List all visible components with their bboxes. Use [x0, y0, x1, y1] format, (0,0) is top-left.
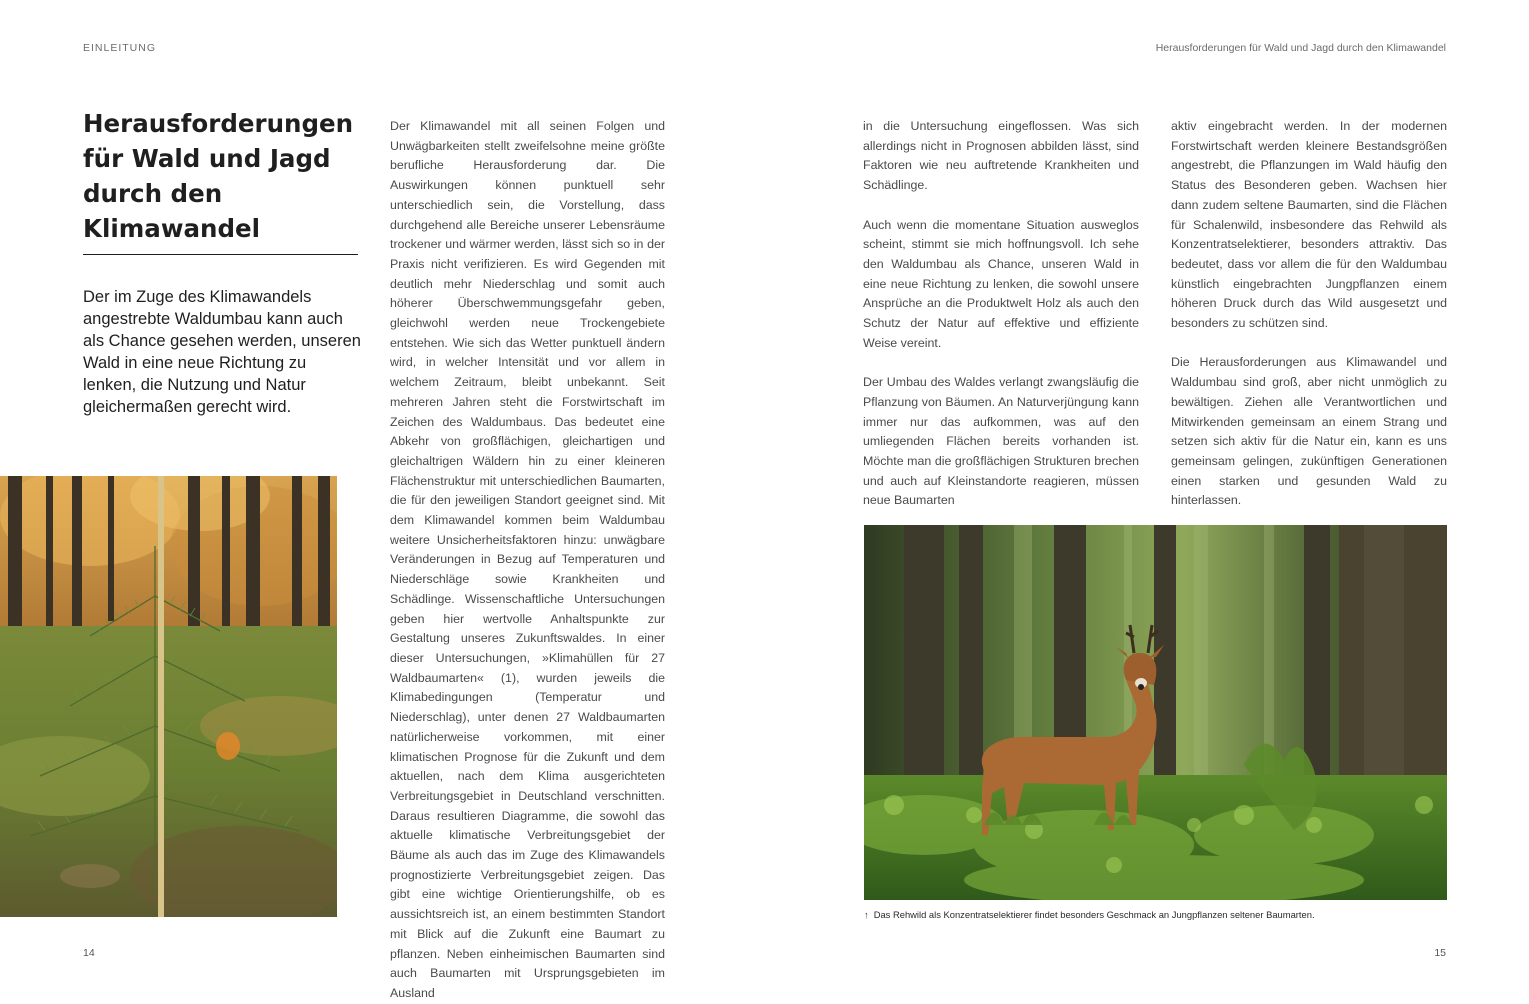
page-number-left: 14: [83, 947, 95, 959]
article-lead: Der im Zuge des Klimawandels angestrebte Waldumbau kann auch als Chance gesehen werden, unseren Wald in eine neue Richtung zu lenken, die Nutzung und Natur gleichermaßen gerecht wird.: [83, 288, 361, 416]
article-title: Herausforderungen für Wald und Jagd durch den Klimawandel: [83, 109, 354, 243]
text-column-3: [1171, 117, 1447, 511]
title-rule: [83, 254, 358, 255]
body-paragraph: Der Klimawandel mit all seinen Folgen und Unwägbarkeiten stellt zweifelsohne meine größte berufliche Herausforderung dar. Die Auswirkungen können punktuell sehr unterschiedlich sein, die Vorstellung, dass durchgehend alle Bereiche unserer Lebensräume trockener und wärmer werden, lässt sich so in der Praxis nicht verifizieren. Es wird Gegenden mit deutlich mehr Niederschlag und somit auch höherer Überschwemmungsgefahr geben, gleichwohl werden neue Trockengebiete entstehen. Wie sich das Wetter punktuell ändern wird, in welcher Intensität und vor allem in welchem Zeitraum, bleibt unbekannt. Seit mehreren Jahren steht die Forstwirtschaft im Zeichen des Waldumbaus. Das bedeutet eine Abkehr von großflächigen, gleichartigen und gleichaltrigen Wäldern hin zu einer kleineren Flächenstruktur mit unterschiedlichen Baumarten, die für den jeweiligen Standort geeignet sind. Mit dem Klimawandel kommen beim Waldumbau weitere Unsicherheitsfaktoren hinzu: unwägbare Veränderungen in Bezug auf Temperaturen und Niederschläge sowie Krankheiten und Schädlinge. Wissenschaftliche Untersuchungen geben hier wertvolle Anhaltspunkte zur Gestaltung unseres Zukunftswaldes. In einer dieser Untersuchungen, »Klimahüllen für 27 Waldbaumarten« (1), wurden jeweils die Klimabedingungen (Temperatur und Niederschlag), unter denen 27 Waldbaumarten natürlicherweise vorkommen, mit einer klimatischen Prognose für die Zukunft und dem aktuellen, nach dem Klima ausgerichteten Verbreitungsgebiet in Deutschland verschnitten. Daraus resultieren Diagramme, die sowohl das aktuelle klimatische Verbreitungsgebiet der Bäume als auch das im Zuge des Klimawandels prognostizierte Verbreitungsgebiet zeigen. Das gibt eine wichtige Orientierungshilfe, ob es aussichtsreich ist, an einem bestimmten Standort mit Blick auf die Zukunft eine Baumart zu pflanzen. Neben einheimischen Baumarten sind auch Baumarten mit Ursprungsgebieten im Ausland: [390, 119, 665, 1000]
body-paragraph: Die Herausforderungen aus Klimawandel und Waldumbau sind groß, aber nicht unmöglich zu bewältigen. Ziehen alle Verantwortlichen und Mitwirkenden gemeinsam an einem Strang und setzen sich aktiv für die Natur ein, kann es uns gemeinsam gelingen, zukünftigen Generationen einen starken und gesunden Wald zu hinterlassen.: [1171, 355, 1447, 508]
body-paragraph: Auch wenn die momentane Situation ausweglos scheint, stimmt sie mich hoffnungsvoll. Ich sehe den Waldumbau als Chance, unseren Wald in eine neue Richtung zu lenken, die sowohl unsere Ansprüche an die Produktwelt Holz als auch den Schutz der Natur auf effektive und effiziente Weise vereint.: [863, 217, 1139, 350]
arrow-up-icon: ↑: [864, 909, 869, 920]
running-head-section: EINLEITUNG: [83, 42, 157, 54]
photo-fir-sapling: [0, 476, 337, 917]
photo-caption: [864, 909, 1315, 920]
body-paragraph: aktiv eingebracht werden. In der modernen Forstwirtschaft werden kleinere Bestandsgrößen angestrebt, die Pflanzungen im Wald häufig den Status des Besonderen geben. Wachsen hier dann zudem seltene Baumarten, sind die Flächen für Schalenwild, insbesondere das Rehwild als Konzentratselektierer, besonders attraktiv. Das bedeutet, dass vor allem die für den Waldumbau künstlich eingebrachten Jungpflanzen einem höheren Druck durch das Wild ausgesetzt und besonders zu schützen sind.: [1171, 119, 1447, 331]
caption-text: Das Rehwild als Konzentratselektierer findet besonders Geschmack an Jungpflanzen seltener Baumarten.: [873, 909, 1315, 920]
body-paragraph: in die Untersuchung eingeflossen. Was sich allerdings nicht in Prognosen abbilden lässt, sind Faktoren wie neu auftretende Krankheiten und Schädlinge.: [863, 119, 1139, 193]
running-head-title: Herausforderungen für Wald und Jagd durch den Klimawandel: [1155, 42, 1446, 54]
text-column-1: [390, 117, 665, 1004]
photo-roe-deer: [864, 525, 1447, 900]
text-column-2: [863, 117, 1139, 511]
page-number-right: 15: [1434, 947, 1446, 959]
body-paragraph: Der Umbau des Waldes verlangt zwangsläufig die Pflanzung von Bäumen. An Naturverjüngung kann immer nur das aufkommen, was auf den umliegenden Flächen bereits vorhanden ist. Möchte man die großflächigen Strukturen brechen und auch auf Kleinstandorte reagieren, müssen neue Baumarten: [863, 375, 1139, 508]
